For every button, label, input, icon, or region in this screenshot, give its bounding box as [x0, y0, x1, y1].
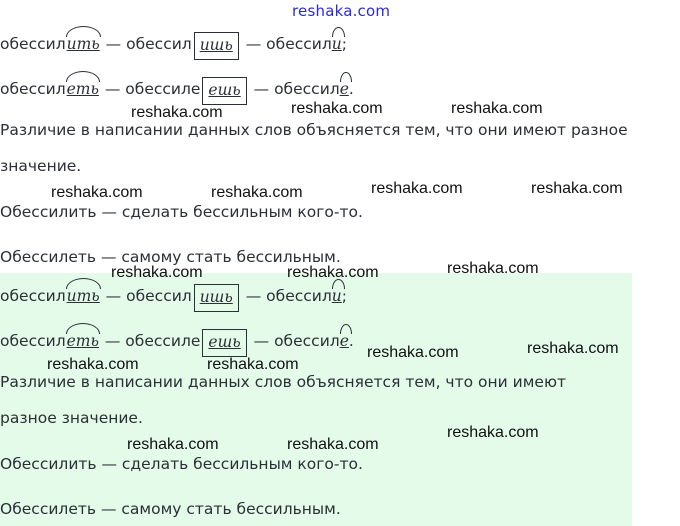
explanation-text: Различие в написании данных слов объясняется тем, что они имеют разное значение. [0, 121, 628, 175]
boxed-ending-text: ишь [199, 36, 233, 54]
boxed-ending-text: ешь [208, 81, 241, 99]
watermark: reshaka.com [211, 184, 303, 201]
form-text: — обессил [240, 287, 332, 305]
watermark: reshaka.com [207, 356, 299, 373]
form-text: — обессил [248, 80, 340, 98]
watermark: reshaka.com [451, 100, 543, 117]
watermark: reshaka.com [447, 424, 539, 441]
infinitive-ending: еть [66, 80, 99, 98]
infinitive-ending: еть [66, 332, 99, 350]
conjugation-line-1 [0, 31, 347, 59]
suffix-text: е [339, 80, 349, 98]
stem: обессил [0, 287, 66, 305]
watermark: reshaka.com [527, 340, 619, 357]
watermark: reshaka.com [131, 104, 223, 121]
boxed-ending [194, 32, 239, 60]
watermark: reshaka.com [367, 344, 459, 361]
definition-2: Обессилеть — самому стать бессильным. [0, 248, 341, 266]
definition-1-repeat: Обессилить — сделать бессильным кого-то. [0, 455, 363, 473]
watermark: reshaka.com [287, 264, 379, 281]
site-title[interactable]: reshaka.com [292, 2, 391, 20]
watermark: reshaka.com [447, 260, 539, 277]
watermark: reshaka.com [51, 184, 143, 201]
suffix-text: и [331, 287, 342, 305]
definition-2-repeat: Обессилеть — самому стать бессильным. [0, 500, 341, 518]
suffix-mark [332, 286, 347, 306]
form-text: — обессил [100, 287, 192, 305]
boxed-ending [202, 329, 246, 357]
definition-1: Обессилить — сделать бессильным кого-то. [0, 203, 363, 221]
infinitive-ending: ить [66, 287, 100, 305]
suffix-mark [332, 34, 347, 54]
boxed-ending-text: ешь [208, 333, 241, 351]
stem: обессил [0, 35, 66, 53]
suffix-mark [340, 79, 354, 99]
form-text: — обессиле [99, 332, 201, 350]
explanation-text-repeat: Различие в написании данных слов объясняется тем, что они имеют разное значение. [0, 373, 567, 427]
punctuation: . [348, 332, 354, 350]
conjugation-line-2-repeat [0, 328, 354, 356]
watermark: reshaka.com [291, 100, 383, 117]
form-text: — обессиле [99, 80, 201, 98]
watermark: reshaka.com [127, 436, 219, 453]
form-text: — обессил [248, 332, 340, 350]
punctuation: ; [341, 287, 347, 305]
form-text: — обессил [240, 35, 332, 53]
boxed-ending [202, 77, 246, 105]
stem: обессил [0, 332, 66, 350]
suffix-text: е [339, 332, 349, 350]
infinitive-ending: ить [66, 35, 100, 53]
boxed-ending-text: ишь [199, 288, 233, 306]
conjugation-line-1-repeat [0, 283, 347, 311]
watermark: reshaka.com [371, 180, 463, 197]
suffix-text: и [331, 35, 342, 53]
suffix-mark [340, 331, 354, 351]
watermark: reshaka.com [531, 180, 623, 197]
watermark: reshaka.com [47, 356, 139, 373]
stem: обессил [0, 80, 66, 98]
boxed-ending [194, 284, 239, 312]
punctuation: ; [341, 35, 347, 53]
watermark: reshaka.com [287, 436, 379, 453]
watermark: reshaka.com [111, 264, 203, 281]
form-text: — обессил [100, 35, 192, 53]
punctuation: . [348, 80, 354, 98]
